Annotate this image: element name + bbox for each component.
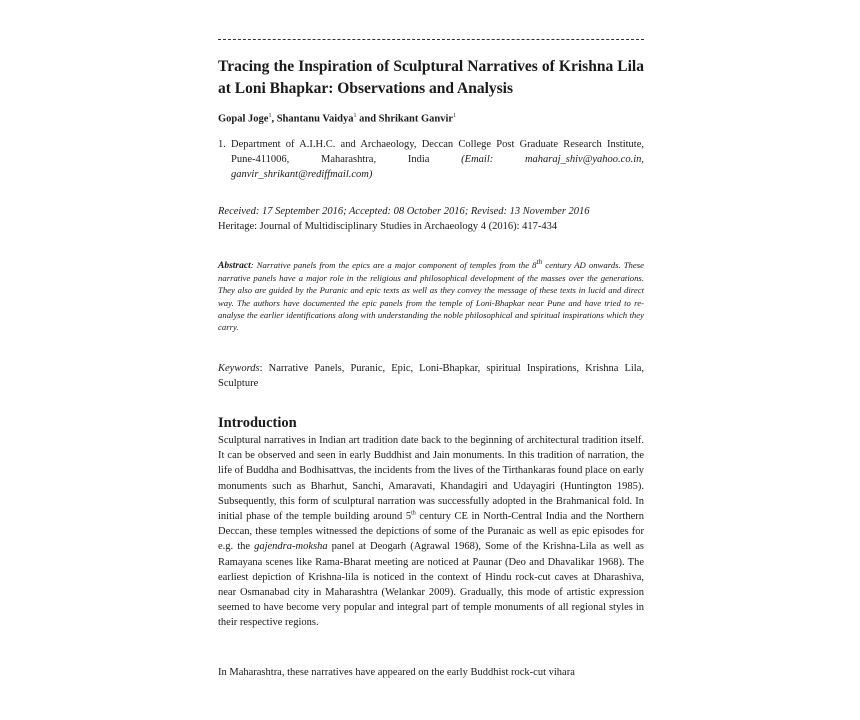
author-name: Gopal Joge xyxy=(218,113,269,125)
affiliation-number: 1. xyxy=(218,139,226,150)
keywords-text: : Narrative Panels, Puranic, Epic, Loni-Bhapkar, spiritual Inspirations, Krishna Lila, Sculpture xyxy=(218,363,644,389)
affiliation xyxy=(218,137,644,182)
author-mark: 1 xyxy=(353,113,357,119)
abstract-label: Abstract xyxy=(218,260,251,271)
author-list: Gopal Joge$^1$, Shantanu Vaidya$^1$ and Shrikant Ganvir$^1$ xyxy=(218,113,457,125)
author-name: Shantanu Vaidya xyxy=(276,113,354,125)
keywords-label: Keywords xyxy=(218,363,260,374)
author-mark: 1 xyxy=(453,113,457,119)
paper-title: Tracing the Inspiration of Sculptural Narratives of Krishna Lila at Loni Bhapkar: Observations and Analysis xyxy=(218,58,644,97)
author-name: Shrikant Ganvir xyxy=(378,113,454,125)
top-dashed-rule xyxy=(218,39,644,40)
body-paragraph: Sculptural narratives in Indian art tradition date back to the beginning of architectural tradition itself. It can be observed and seen in early Buddhist and Jain monuments. In this tradition of narration, the life of Buddha and Bodhisattvas, the incidents from the lives of the Tirthankaras found place on early monuments such as Bharhut, Sanchi, Amaravati, Khandagiri and Udayagiri (Huntington 1985). Subsequently, this form of sculptural narration was successfully adopted in the Brahmanical fold. In initial phase of the temple building around 5th century CE in North-Central India and the Northern Deccan, these temples witnessed the depictions of some of the Puranaic as well as epic episodes for e.g. the gajendra-moksha panel at Deogarh (Agrawal 1968), Some of the Krishna-Lila as well as Ramayana scenes like Rama-Bharat meeting are noticed at Paunar (Deo and Dhavalikar 1968). The earliest depiction of Krishna-lila is noticed in the context of Hindu rock-cut caves at Dharashiva, near Osmanabad city in Maharashtra (Welankar 2009). Gradually, this mode of artistic expression seemed to have become very popular and integral part of temple monuments of all regional styles in their respective regions. xyxy=(218,435,644,629)
body-paragraph: In Maharashtra, these narratives have appeared on the early Buddhist rock-cut vihara xyxy=(218,667,575,678)
received-dates: Received: 17 September 2016; Accepted: 08 October 2016; Revised: 13 November 2016 xyxy=(218,206,590,217)
section-heading-introduction: Introduction xyxy=(218,415,297,431)
author-mark: 1 xyxy=(268,113,272,119)
journal-citation: Heritage: Journal of Multidisciplinary Studies in Archaeology 4 (2016): 417-434 xyxy=(218,221,558,232)
keywords xyxy=(218,361,644,391)
affiliation-email: (Email: maharaj_shiv@yahoo.co.in, ganvir_shrikant@rediffmail.com) xyxy=(231,154,644,180)
abstract: Abstract: Narrative panels from the epics are a major component of temples from the 8th century AD onwards. These narrative panels have a major role in the religious and philosophical development of the masses over the generations. They also are guided by the Puranic and epic texts as well as they convey the message of these texts in lucid and direct way. The authors have documented the epic panels from the temple of Loni-Bhapkar near Pune and have tried to re-analyse the earlier identifications along with understanding the noble philosophical and spiritual inspirations which they carry. xyxy=(218,258,644,333)
affiliation-text: Department of A.I.H.C. and Archaeology, Deccan College Post Graduate Research Institute, Pune-411006, Maharashtra, India xyxy=(231,139,644,165)
